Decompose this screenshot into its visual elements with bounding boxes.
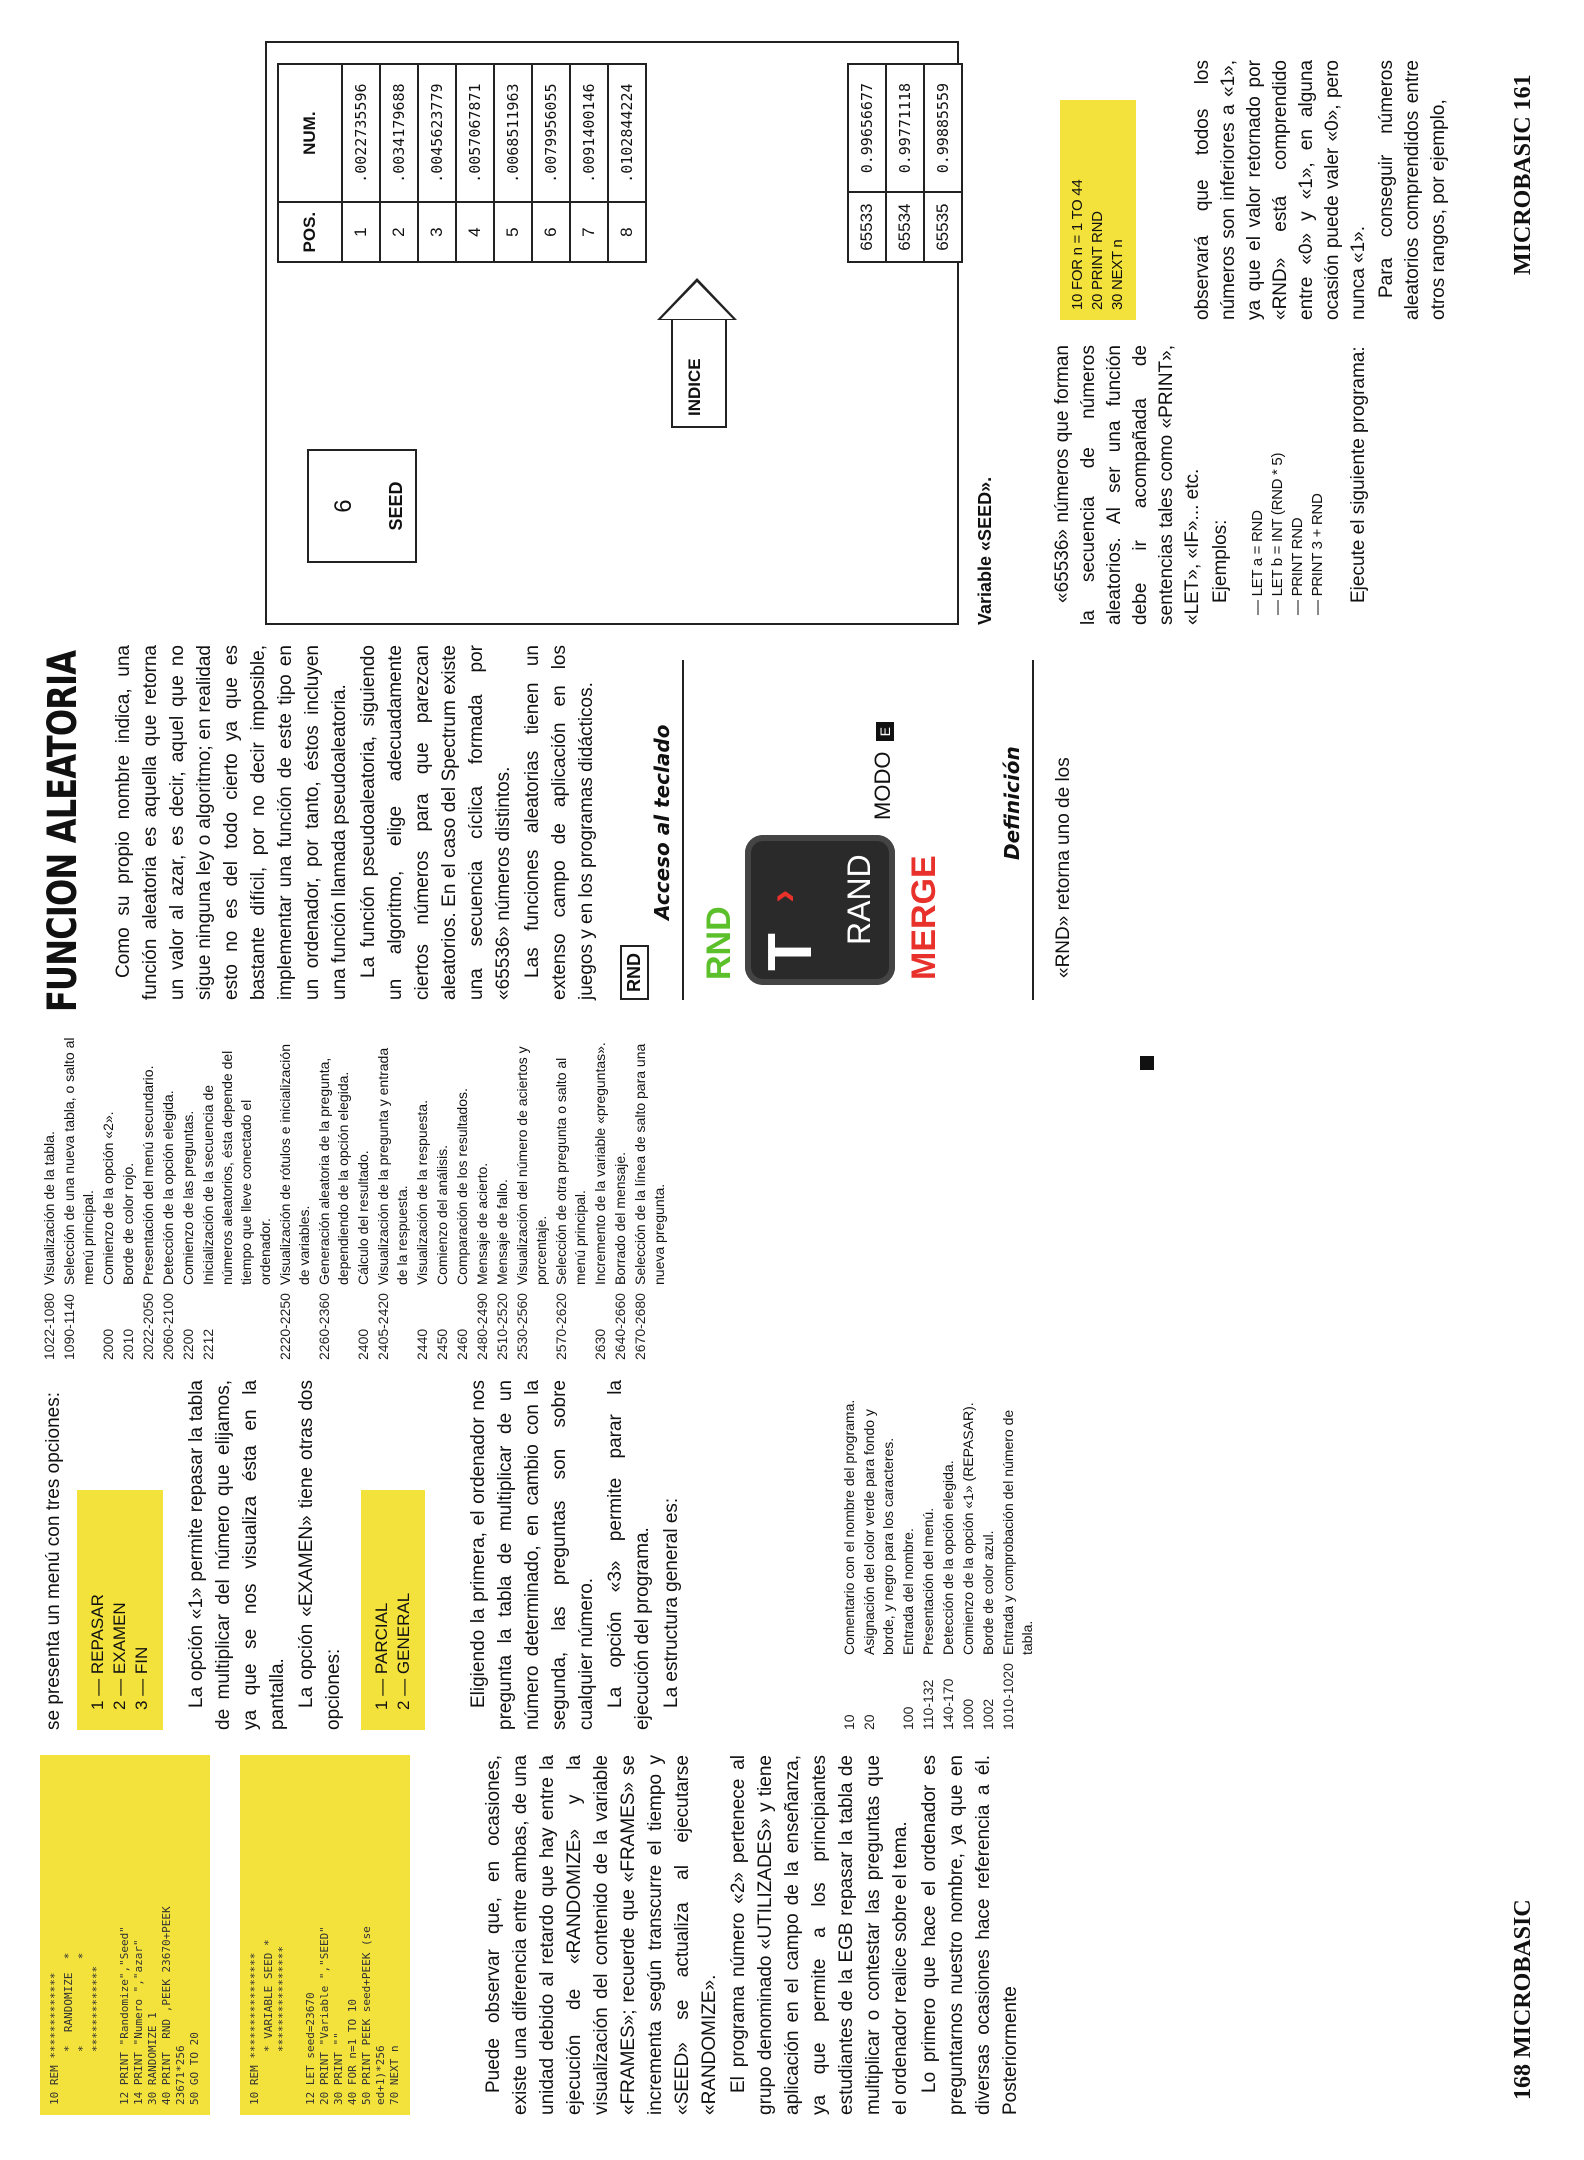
structure-row (199, 1030, 275, 1360)
rnd-label-box: RND (620, 945, 649, 1000)
line-number: 2480-2490 (474, 1293, 490, 1360)
line-description: Asignación del color verde para fondo y borde, y negro para los caracteres. (861, 1409, 896, 1655)
line-description: Inicialización de la secuencia de números aleatorios, ésta depende del tiempo que lleve conectado el ordenador. (200, 1050, 273, 1285)
table-row (494, 64, 532, 262)
paragraph: El programa número «2» pertenece al grupo denominado «UTILIZADES» y tiene aplicación en el campo de la enseñanza, ya que permite a los principiantes estudiantes de la EGB repasar la tabla de multiplicar o contestar las preguntas que el ordenador realice sobre el tema. (728, 1755, 911, 2115)
line-description: Selección de la línea de salto para una nueva pregunta. (632, 1043, 667, 1285)
table-header-row (278, 64, 342, 262)
line-number: 2670-2680 (632, 1293, 648, 1360)
line-number: 2212 (200, 1328, 216, 1360)
line-description: Generación aleatoria de la pregunta, dependiendo de la opción elegida. (316, 1057, 351, 1285)
menu-option: 3 — FIN (132, 1646, 151, 1710)
structure-row (276, 1030, 314, 1360)
structure-row (159, 1030, 178, 1360)
line-number: 10 (841, 1714, 857, 1730)
structure-row (631, 1030, 669, 1360)
example-line: — PRINT 3 + RND (1309, 493, 1326, 615)
table-row (886, 64, 924, 262)
acceso-heading: Acceso al teclado (650, 724, 674, 920)
menu-option: 1 — REPASAR (88, 1594, 107, 1710)
heading-rule (1032, 660, 1034, 1000)
line-description: Cálculo del resultado. (355, 1150, 371, 1285)
random-table-bottom (847, 63, 963, 263)
structure-row (60, 1030, 98, 1360)
left-folio: 168 MICROBASIC (1510, 1899, 1536, 2100)
line-number: 2640-2660 (612, 1293, 628, 1360)
line-number: 2405-2420 (375, 1293, 391, 1360)
paragraph: La opción «1» permite repasar la tabla de multiplicar del número que elijamos, ya que se nos visualiza ésta en la pantalla. (186, 1380, 288, 1730)
code-line: 10 FOR n = 1 TO 44 (1069, 179, 1086, 310)
indice-label: INDICE (685, 358, 704, 416)
line-number: 140-170 (940, 1678, 956, 1730)
paragraph: La función pseudoaleatoria, siguiendo un algoritmo, elige adecuadamente ciertos números para que parezcan aleatorios. En el caso del Spectrum existe una secuencia cíclica formada por «65536» números distintos. (358, 645, 514, 1000)
line-number: 2450 (434, 1328, 450, 1360)
table-num-cell: .0102844224 (608, 64, 646, 202)
menu-option: 2 — GENERAL (394, 1592, 413, 1710)
line-number: 2510-2520 (494, 1293, 510, 1360)
structure-row (433, 1030, 452, 1360)
seed-value: 6 (307, 449, 381, 563)
table-row (380, 64, 418, 262)
key-merge-keyword: MERGE (905, 855, 943, 980)
table-num-cell: .0068511963 (494, 64, 532, 202)
table-num-cell: .0045623779 (418, 64, 456, 202)
line-description: Mensaje de fallo. (494, 1179, 510, 1285)
table-pos-cell: 7 (570, 202, 608, 262)
structure-row (139, 1030, 158, 1360)
structure-row (453, 1030, 472, 1360)
line-description: Comienzo de las preguntas. (180, 1110, 196, 1285)
example-line: — PRINT RND (1289, 517, 1306, 615)
paragraph: Para conseguir números aleatorios comprendidos entre otros rangos, por ejemplo, (1376, 60, 1449, 320)
structure-list-a (840, 1380, 1038, 1730)
modo-label: MODO E (870, 722, 896, 820)
structure-row (315, 1030, 353, 1360)
line-number: 2400 (355, 1328, 371, 1360)
code-listing-seed: 10 REM **************** * VARIABLE SEED * **************** 12 LET seed=23670 20 PRINT "Variable ","SEED" 30 PRINT "" 40 FOR n=1 TO 10 50 PRINT PEEK seed+PEEK (se ed+1)*256 70 NEXT n (240, 1755, 410, 2115)
table-pos-cell: 1 (342, 202, 380, 262)
line-number: 110-132 (920, 1679, 936, 1730)
line-number: 2010 (120, 1328, 136, 1360)
menu-box-exam (361, 1490, 425, 1730)
paragraph: observará que todos los números son inferiores a «1», ya que el valor retornado por «RND» está comprendido entre «0» y «1», en alguna ocasión puede valer «0», pero nunca «1». (1192, 60, 1369, 320)
line-number: 2440 (414, 1328, 430, 1360)
paragraph: «65536» números que forman la secuencia de números aleatorios. Al ser una función debe ir acompañada de sentencias tales como «PRINT», «LET», «IF»... etc. (1052, 345, 1203, 625)
left-column-1 (480, 1755, 1026, 2115)
key-arrow-icon: › (761, 889, 805, 903)
seed-label: SEED (377, 449, 417, 563)
structure-row (919, 1380, 938, 1730)
line-description: Selección de otra pregunta o salto al menú principal. (553, 1057, 588, 1285)
code-line: 30 NEXT n (1109, 239, 1126, 310)
line-number: 2530-2560 (514, 1293, 530, 1360)
line-number: 2200 (180, 1328, 196, 1360)
paragraph: se presenta un menú con tres opciones: (43, 1392, 64, 1730)
table-pos-cell: 6 (532, 202, 570, 262)
structure-row (899, 1380, 918, 1730)
structure-row (354, 1030, 373, 1360)
line-description: Borde de color rojo. (120, 1162, 136, 1285)
line-description: Visualización de rótulos e inicialización de variables. (277, 1044, 312, 1285)
table-pos-cell: 4 (456, 202, 494, 262)
paragraph: Ejecute el siguiente programa: (1348, 346, 1369, 603)
seed-diagram (265, 41, 959, 625)
end-mark (1140, 1056, 1154, 1070)
menu-box-main (77, 1490, 163, 1730)
table-row (532, 64, 570, 262)
line-number: 2630 (592, 1328, 608, 1360)
menu-option: 1 — PARCIAL (372, 1602, 391, 1710)
line-number: 2260-2360 (316, 1293, 332, 1360)
line-description: Borde de color azul. (980, 1530, 996, 1655)
structure-row (374, 1030, 412, 1360)
table-pos-cell: 2 (380, 202, 418, 262)
definicion-heading: Definición (1000, 746, 1024, 860)
structure-row (413, 1030, 432, 1360)
paragraph: Eligiendo la primera, el ordenador nos pregunta la tabla de multiplicar de un número determinado, en cambio con la segunda, las preguntas son sobre cualquier número. (468, 1380, 597, 1730)
line-number: 1022-1080 (41, 1293, 57, 1360)
structure-row (493, 1030, 512, 1360)
table-header: POS. (278, 202, 342, 262)
right-column-2 (1050, 345, 1374, 625)
right-column-3 (1190, 60, 1454, 320)
line-number: 2000 (100, 1328, 116, 1360)
line-description: Presentación del menú secundario. (140, 1065, 156, 1285)
structure-row (473, 1030, 492, 1360)
paragraph: La opción «3» permite parar la ejecución del programa. (605, 1380, 653, 1730)
line-description: Detección de la opción elegida. (160, 1090, 176, 1285)
line-description: Comienzo de la opción «2». (100, 1111, 116, 1285)
structure-row (513, 1030, 551, 1360)
article-title: FUNCION ALEATORIA (40, 650, 86, 1012)
menu-option: 2 — EXAMEN (110, 1602, 129, 1710)
random-table-top (277, 63, 647, 263)
structure-row (979, 1380, 998, 1730)
structure-row (99, 1030, 118, 1360)
line-number: 20 (861, 1714, 877, 1730)
paragraph: Puede observar que, en ocasiones, existe una diferencia entre ambas, de una unidad debido al retardo que hay entre la ejecución de «RANDOMIZE» y la visualización del contenido de la variable «FRAMES»; recuerde que «FRAMES» se incrementa según transcurre el tiempo y «SEED» se actualiza al ejecutarse «RANDOMIZE». (483, 1755, 720, 2115)
structure-row (119, 1030, 138, 1360)
table-pos-cell: 3 (418, 202, 456, 262)
line-description: Entrada y comprobación del número de tabla. (1000, 1409, 1035, 1655)
table-row (848, 64, 886, 262)
line-description: Presentación del menú. (920, 1507, 936, 1655)
example-line: — LET a = RND (1249, 510, 1266, 615)
table-row (924, 64, 962, 262)
line-number: 2060-2100 (160, 1293, 176, 1360)
left-column-2 (40, 1380, 687, 1730)
line-number: 2220-2250 (277, 1293, 293, 1360)
line-description: Comienzo de la opción «1» (REPASAR). (960, 1402, 976, 1655)
table-num-cell: .0057067871 (456, 64, 494, 202)
line-number: 100 (900, 1706, 916, 1730)
line-description: Comienzo del análisis. (434, 1144, 450, 1285)
line-number: 1010-1020 (1000, 1663, 1016, 1730)
paragraph: Las funciones aleatorias tienen un extenso campo de aplicación en los juegos y en los programas didácticos. (522, 645, 597, 1000)
table-pos-cell: 5 (494, 202, 532, 262)
line-description: Visualización del número de aciertos y porcentaje. (514, 1046, 549, 1285)
right-folio: MICROBASIC 161 (1510, 74, 1536, 275)
heading-rule (682, 660, 684, 1000)
structure-row (179, 1030, 198, 1360)
line-number: 2570-2620 (553, 1293, 569, 1360)
paragraph: Lo primero que hace el ordenador es preguntarnos nuestro nombre, ya que en diversas ocasiones hace referencia a él. Posteriormente (919, 1755, 1021, 2115)
line-description: Borrado del mensaje. (612, 1151, 628, 1285)
key-letter: T (756, 933, 825, 971)
paragraph: La estructura general es: (661, 1497, 682, 1708)
key-rand: RAND (841, 854, 877, 945)
structure-row (939, 1380, 958, 1730)
line-number: 2460 (454, 1328, 470, 1360)
right-column-1 (110, 645, 602, 1000)
table-num-cell: .0022735596 (342, 64, 380, 202)
structure-list-b (40, 1030, 670, 1360)
table-num-cell: 0.99885559 (924, 64, 962, 192)
code-listing-rnd (1060, 100, 1136, 320)
paragraph: Como su propio nombre indica, una función aleatoria es aquella que retorna un valor al azar, es decir, aquel que no sigue ninguna ley o algoritmo; en realidad esto no es del todo cierto ya que es bastante difícil, por no decir imposible, implementar una función de este tipo en un ordenador, por tanto, éstos incluyen una función llamada pseudoaleatoria. (113, 645, 350, 1000)
code-line: 20 PRINT RND (1089, 211, 1106, 310)
line-number: 1002 (980, 1698, 996, 1730)
table-num-cell: 0.99771118 (886, 64, 924, 192)
structure-row (999, 1380, 1037, 1730)
definition-start: «RND» retorna uno de los (1053, 757, 1074, 978)
paragraph: Ejemplos: (1210, 519, 1231, 603)
paragraph: La opción «EXAMEN» tiene otras dos opciones: (296, 1380, 344, 1730)
structure-row (40, 1030, 59, 1360)
line-number: 2022-2050 (140, 1293, 156, 1360)
diagram-caption: Variable «SEED». (975, 476, 995, 625)
table-pos-cell: 65534 (886, 192, 924, 262)
key-rnd-keyword: RND (700, 906, 738, 980)
modo-key: E (876, 722, 894, 741)
line-description: Visualización de la pregunta y entrada de la respuesta. (375, 1047, 410, 1285)
indice-arrow (657, 278, 737, 428)
line-description: Visualización de la respuesta. (414, 1100, 430, 1285)
table-row (456, 64, 494, 262)
table-num-cell: 0.99656677 (848, 64, 886, 192)
table-pos-cell: 8 (608, 202, 646, 262)
structure-row (552, 1030, 590, 1360)
structure-row (840, 1380, 859, 1730)
line-description: Detección de la opción elegida. (940, 1460, 956, 1655)
structure-row (591, 1030, 610, 1360)
seed-variable-box (307, 453, 417, 563)
table-row (608, 64, 646, 262)
table-num-cell: .0079956055 (532, 64, 570, 202)
line-description: Incremento de la variable «preguntas». (592, 1042, 608, 1285)
table-row (570, 64, 608, 262)
structure-row (860, 1380, 898, 1730)
line-description: Mensaje de acierto. (474, 1162, 490, 1285)
table-row (342, 64, 380, 262)
example-line: — LET b = INT (RND * 5) (1269, 452, 1286, 615)
table-pos-cell: 65533 (848, 192, 886, 262)
table-header: NUM. (278, 64, 342, 202)
line-description: Comentario con el nombre del programa. (841, 1399, 857, 1655)
table-row (418, 64, 456, 262)
structure-row (959, 1380, 978, 1730)
line-description: Visualización de la tabla. (41, 1131, 57, 1285)
table-pos-cell: 65535 (924, 192, 962, 262)
line-description: Entrada del nombre. (900, 1528, 916, 1655)
structure-row (611, 1030, 630, 1360)
code-listing-randomize: 10 REM ************* * RANDOMIZE * * * ************* 12 PRINT "Randomize","Seed" 14 PRINT "Numero ","azar" 30 RANDOMIZE 1 40 PRINT RND ,PEEK 23670+PEEK 23671*256 50 GO TO 20 (40, 1755, 210, 2115)
line-description: Selección de una nueva tabla, o salto al menú principal. (61, 1037, 96, 1285)
spectrum-key-t (745, 835, 895, 985)
line-number: 1000 (960, 1698, 976, 1730)
table-num-cell: .0091400146 (570, 64, 608, 202)
table-num-cell: .0034179688 (380, 64, 418, 202)
line-number: 1090-1140 (61, 1294, 77, 1360)
line-description: Comparación de los resultados. (454, 1088, 470, 1285)
